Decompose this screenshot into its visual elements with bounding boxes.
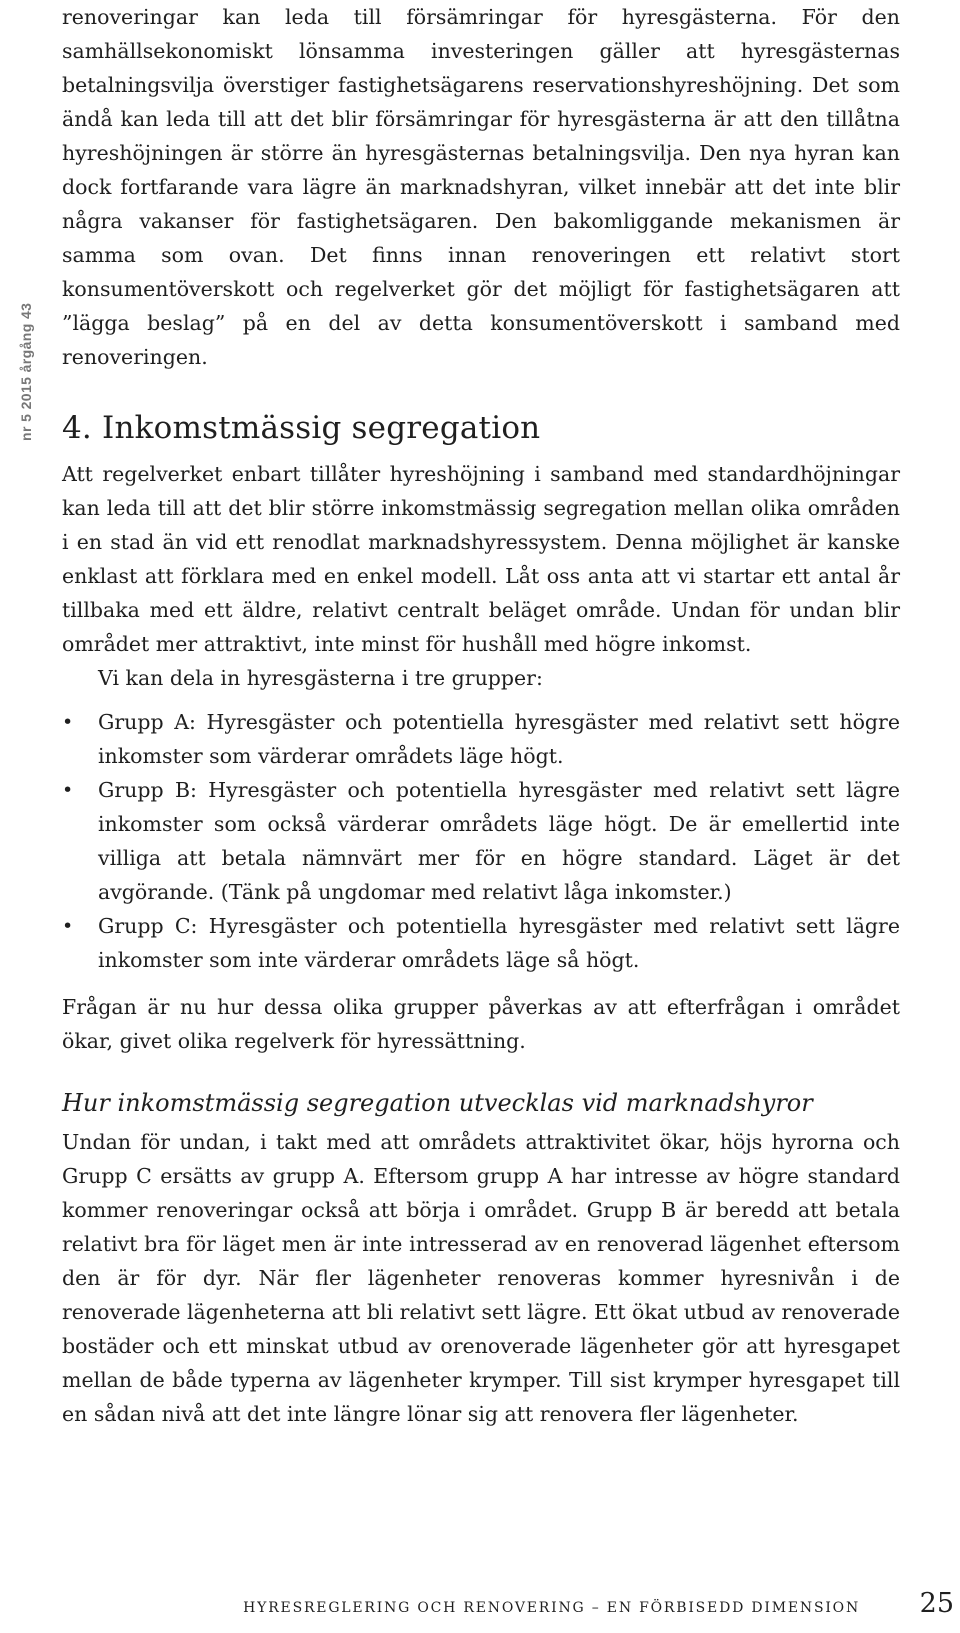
- tenant-group-list: [62, 705, 900, 977]
- section-heading: 4. Inkomstmässig segregation: [62, 410, 541, 446]
- tenant-group-text-c: Grupp C: Hyresgäster och potentiella hyresgäster med relativt sett lägre inkomster som inte värderar områdets läge så högt.: [98, 914, 900, 972]
- opening-paragraph: renoveringar kan leda till försämringar för hyresgästerna. För den samhällsekonomiskt lönsamma investeringen gäller att hyresgästernas betalningsvilja överstiger fastighetsägarens reservationshyreshöjning. Det som ändå kan leda till att det blir försämringar för hyresgästerna är att den tillåtna hyreshöjningen är större än hyresgästernas betalningsvilja. Den nya hyran kan dock fortfarande vara lägre än marknadshyran, vilket innebär att det inte blir några vakanser för fastighetsägaren. Den bakomliggande mekanismen är samma som ovan. Det finns innan renoveringen ett relativt stort konsumentöverskott och regelverket gör det möjligt för fastighetsägaren att ”lägga beslag” på en del av detta konsumentöverskott i samband med renoveringen.: [62, 5, 900, 369]
- bullet-icon: •: [62, 915, 74, 937]
- groups-intro: Vi kan dela in hyresgästerna i tre grupper:: [98, 666, 543, 690]
- bullet-icon: •: [62, 779, 74, 801]
- bullet-icon: •: [62, 711, 74, 733]
- journal-issue-label: nr 5 2015 årgång 43: [18, 302, 34, 442]
- running-footer-title: HYRESREGLERING OCH RENOVERING – EN FÖRBISEDD DIMENSION: [243, 1600, 860, 1616]
- tenant-group-text-b: Grupp B: Hyresgäster och potentiella hyresgäster med relativt sett lägre inkomster som också värderar områdets läge högt. De är emellertid inte villiga att betala nämnvärt mer för en högre standard. Läget är det avgörande. (Tänk på ungdomar med relativt låga inkomster.): [98, 778, 900, 904]
- research-question: Frågan är nu hur dessa olika grupper påverkas av att efterfrågan i området ökar, givet olika regelverk för hyressättning.: [62, 995, 900, 1053]
- tenant-group-item-c: [62, 909, 900, 977]
- tenant-group-item-a: [62, 705, 900, 773]
- page-footer: [0, 1588, 960, 1625]
- market-rent-paragraph: Undan för undan, i takt med att områdets attraktivitet ökar, höjs hyrorna och Grupp C ersätts av grupp A. Eftersom grupp A har intresse av högre standard kommer renoveringar också att börja i området. Grupp B är beredd att betala relativt bra för läget men är inte intresserad av en renoverad lägenhet eftersom den är för dyr. När fler lägenheter renoveras kommer hyresnivån i de renoverade lägenheterna att bli relativt sett lägre. Ett ökat utbud av renoverade bostäder och ett minskat utbud av orenoverade lägenheter gör att hyresgapet mellan de både typerna av lägenheter krymper. Till sist krymper hyresgapet till en sådan nivå att det inte längre lönar sig att renovera fler lägenheter.: [62, 1130, 900, 1426]
- tenant-group-item-b: [62, 773, 900, 909]
- article-body: [62, 0, 900, 1431]
- page-number: 25: [919, 1588, 954, 1619]
- tenant-group-text-a: Grupp A: Hyresgäster och potentiella hyresgäster med relativt sett högre inkomster som värderar områdets läge högt.: [98, 710, 900, 768]
- subsection-heading: Hur inkomstmässig segregation utvecklas vid marknadshyror: [62, 1089, 813, 1117]
- segregation-introduction: Att regelverket enbart tillåter hyreshöjning i samband med standardhöjningar kan leda till att det blir större inkomstmässig segregation mellan olika områden i en stad än vid ett renodlat marknadshyressystem. Denna möjlighet är kanske enklast att förklara med en enkel modell. Låt oss anta att vi startar ett antal år tillbaka med ett äldre, relativt centralt beläget område. Undan för undan blir området mer attraktivt, inte minst för hushåll med högre inkomst.: [62, 462, 900, 656]
